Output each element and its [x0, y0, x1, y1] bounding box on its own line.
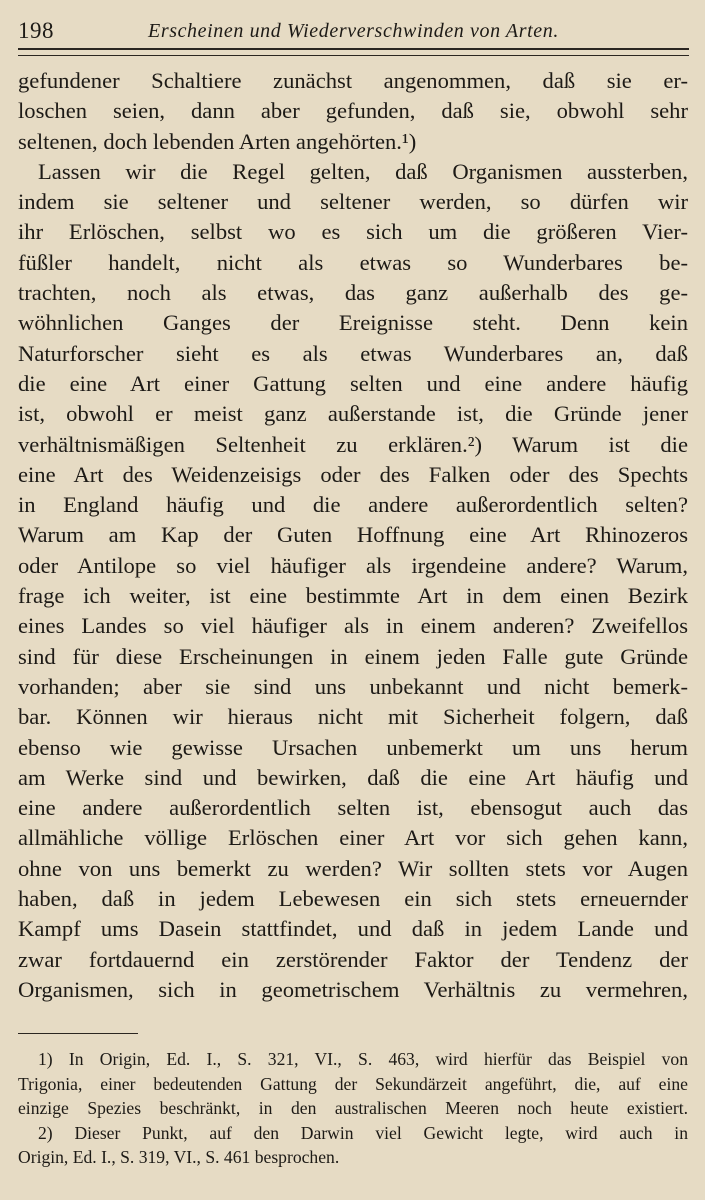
- body-line: füßler handelt, nicht als etwas so Wunderbares be-: [18, 249, 688, 275]
- footnote-line: 1) In Origin, Ed. I., S. 321, VI., S. 463, wird hierfür das Beispiel von: [38, 1049, 688, 1069]
- header-rule-thin: [18, 55, 689, 56]
- body-line: trachten, noch als etwas, das ganz außerhalb des ge-: [18, 280, 688, 306]
- footnote-line: 2) Dieser Punkt, auf den Darwin viel Gewicht legte, wird auch in: [38, 1122, 688, 1143]
- body-line: bar. Können wir hieraus nicht mit Sicherheit folgern, daß: [18, 704, 688, 730]
- page-header: [18, 14, 688, 50]
- body-line: wöhnlichen Ganges der Ereignisse steht. Denn kein: [18, 310, 688, 336]
- page-number: 198: [18, 18, 54, 43]
- footnote-line: einzige Spezies beschränkt, in den australischen Meeren noch heute existiert.: [18, 1098, 688, 1118]
- body-line: Warum am Kap der Guten Hoffnung eine Art Rhinozeros: [18, 522, 688, 548]
- body-line: haben, daß in jedem Lebewesen ein sich stets erneuernder: [18, 886, 688, 912]
- body-line: zwar fortdauernd ein zerstörender Faktor der Tendenz der: [18, 946, 688, 972]
- body-line: vorhanden; aber sie sind uns unbekannt und nicht bemerk-: [18, 673, 688, 699]
- body-line: eine Art des Weidenzeisigs oder des Falken oder des Spechts: [18, 461, 688, 487]
- body-line: ohne von uns bemerkt zu werden? Wir sollten stets vor Augen: [18, 855, 688, 881]
- body-line: sind für diese Erscheinungen in einem jeden Falle gute Gründe: [18, 643, 688, 669]
- body-line: verhältnismäßigen Seltenheit zu erklären.²) Warum ist die: [18, 431, 688, 457]
- footnote-line: Origin, Ed. I., S. 319, VI., S. 461 besprochen.: [18, 1147, 340, 1167]
- body-line: allmähliche völlige Erlöschen einer Art vor sich gehen kann,: [18, 825, 688, 851]
- footnote-separator: [18, 1033, 138, 1034]
- body-text: [18, 66, 688, 1005]
- body-line: ihr Erlöschen, selbst wo es sich um die größeren Vier-: [18, 219, 688, 245]
- body-line: Lassen wir die Regel gelten, daß Organismen aussterben,: [38, 158, 688, 184]
- running-title: Erscheinen und Wiederverschwinden von Arten.: [148, 20, 559, 42]
- body-line: eines Landes so viel häufiger als in einem anderen? Zweifellos: [18, 613, 688, 639]
- body-line: Kampf ums Dasein stattfindet, und daß in jedem Lande und: [18, 916, 688, 942]
- body-line: eine andere außerordentlich selten ist, ebensogut auch das: [18, 795, 688, 821]
- body-line: Naturforscher sieht es als etwas Wunderbares an, daß: [18, 340, 688, 366]
- body-line: Organismen, sich in geometrischem Verhältnis zu vermehren,: [18, 976, 688, 1002]
- body-line: frage ich weiter, ist eine bestimmte Art in dem einen Bezirk: [18, 583, 688, 609]
- footnote-line: Trigonia, einer bedeutenden Gattung der Sekundärzeit angeführt, die, auf eine: [18, 1073, 688, 1094]
- body-line: ist, obwohl er meist ganz außerstande ist, die Gründe jener: [18, 401, 688, 427]
- body-line: am Werke sind und bewirken, daß die eine Art häufig und: [18, 764, 688, 790]
- header-rule-thick: [18, 48, 689, 50]
- body-line: die eine Art einer Gattung selten und eine andere häufig: [18, 370, 688, 396]
- body-line: loschen seien, dann aber gefunden, daß sie, obwohl sehr: [18, 98, 688, 124]
- body-line: indem sie seltener und seltener werden, so dürfen wir: [18, 189, 688, 215]
- body-line: oder Antilope so viel häufiger als irgendeine andere? Warum,: [18, 552, 688, 578]
- body-line: seltenen, doch lebenden Arten angehörten.¹): [18, 128, 417, 154]
- body-line: ebenso wie gewisse Ursachen unbemerkt um uns herum: [18, 734, 688, 760]
- body-line: in England häufig und die andere außerordentlich selten?: [18, 492, 688, 518]
- footnotes: [18, 1047, 688, 1170]
- body-line: gefundener Schaltiere zunächst angenommen, daß sie er-: [18, 68, 688, 93]
